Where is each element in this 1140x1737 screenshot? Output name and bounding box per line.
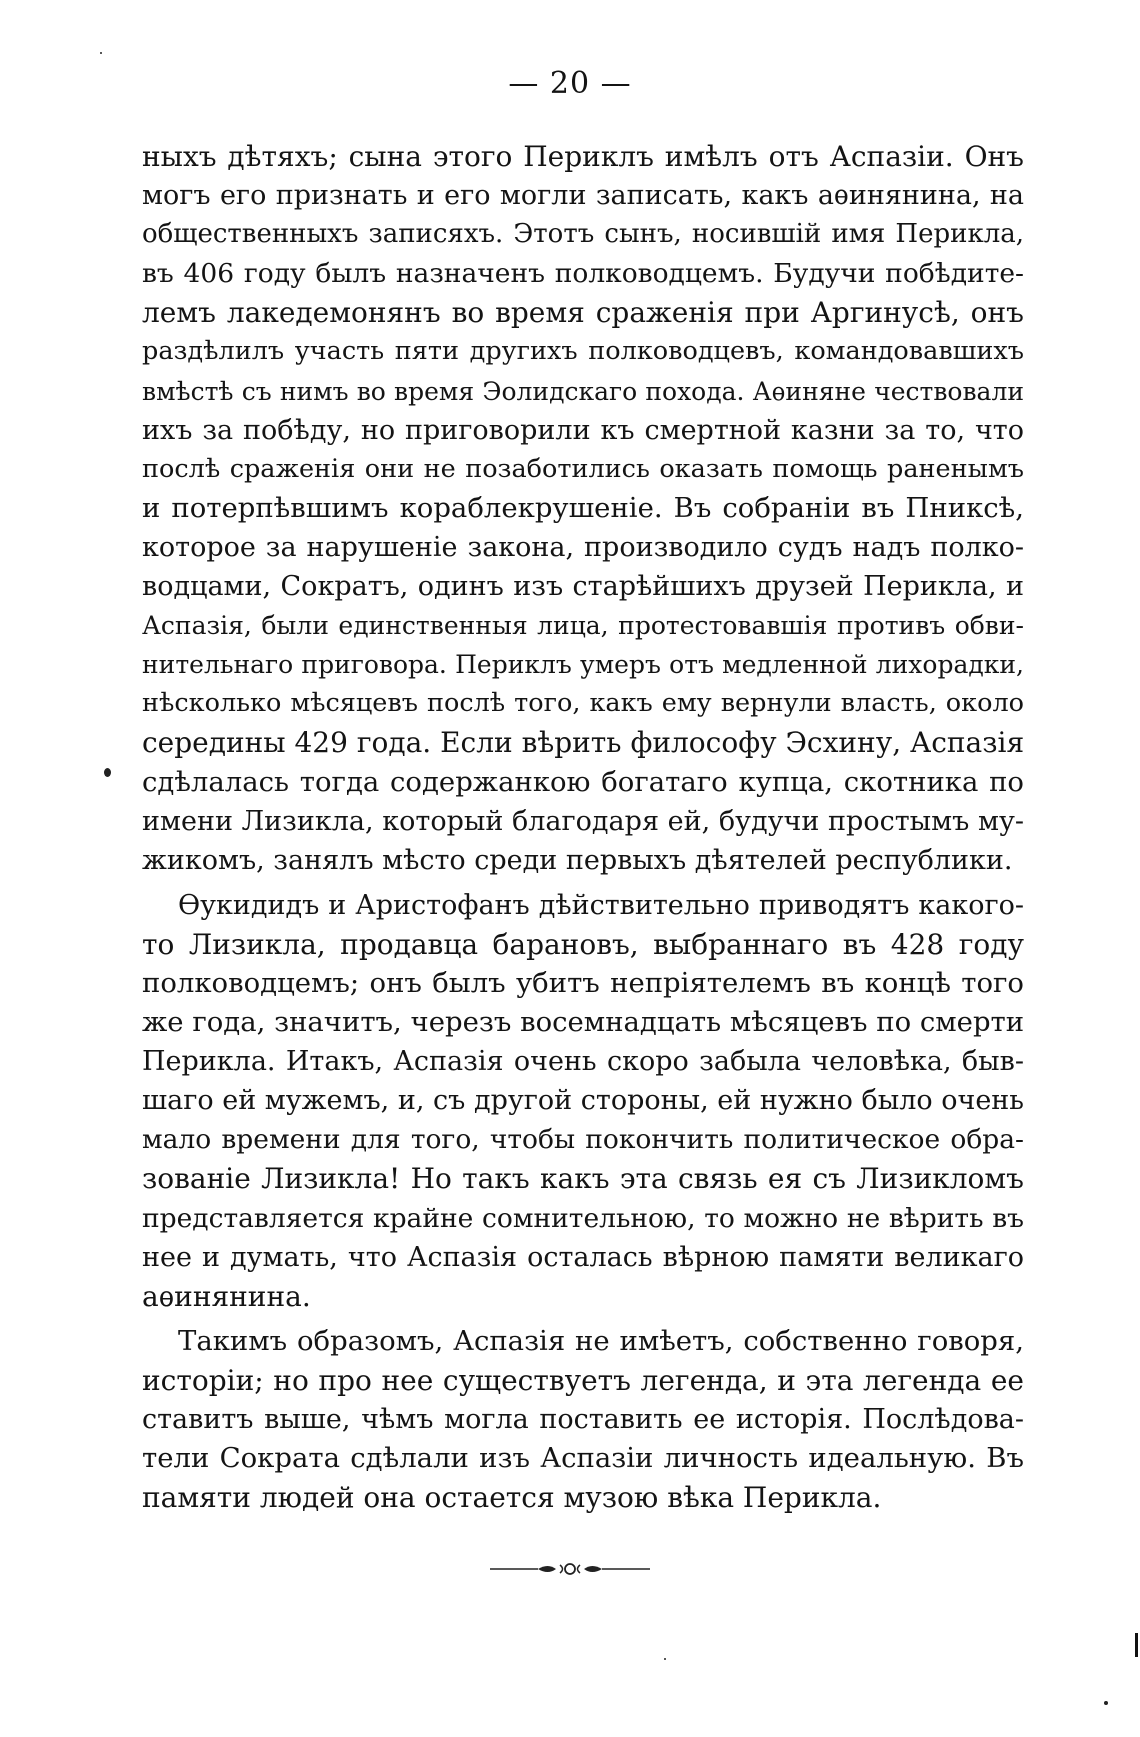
text-line: ихъ за побѣду, но приговорили къ смертной казни за то, что [142,414,1024,446]
text-line: общественныхъ записяхъ. Этотъ сынъ, носившій имя Перикла, [142,219,1024,250]
text-line: послѣ сраженія они не позаботились оказать помощь раненымъ [142,453,1024,484]
text-line: Перикла. Итакъ, Аспазія очень скоро забыла человѣка, быв- [142,1046,1024,1078]
paragraph [142,886,1024,1316]
margin-speck [100,52,102,54]
text-line: зованіе Лизикла! Но такъ какъ эта связь ея съ Лизикломъ [142,1162,1024,1196]
text-line: Аспазія, были единственныя лица, протестовавшія противъ обви- [142,611,1024,641]
text-line: которое за нарушеніе закона, производило судъ надъ полко- [142,531,1024,563]
text-line: сдѣлалась тогда содержанкою богатаго купца, скотника по [142,765,1024,798]
margin-speck [1104,1701,1108,1705]
text-line: представляется крайне сомнительною, то можно не вѣрить въ [142,1202,1024,1234]
text-line: тели Сократа сдѣлали изъ Аспазіи личность идеальную. Въ [142,1442,1024,1475]
text-line: аѳинянина. [142,1279,311,1313]
text-line: Ѳукидидъ и Аристофанъ дѣйствительно приводятъ какого- [178,889,1024,921]
text-line: шаго ей мужемъ, и, съ другой стороны, ей нужно было очень [142,1085,1024,1117]
text-line: то Лизикла, продавца барановъ, выбраннаго въ 428 году [142,927,1024,961]
text-line: нѣсколько мѣсяцевъ послѣ того, какъ ему вернули власть, около [142,688,1024,719]
body-text [142,137,1024,1517]
text-line: же года, значитъ, черезъ восемнадцать мѣсяцевъ по смерти [142,1006,1025,1039]
text-line: лемъ лакедемонянъ во время сраженія при Аргинусѣ, онъ [142,296,1024,330]
text-line: имени Лизикла, который благодаря ей, будучи простымъ му- [142,805,1024,837]
paragraph [142,1322,1024,1517]
paragraph [142,137,1024,880]
text-line: въ 406 году былъ назначенъ полководцемъ. Будучи побѣдите- [142,258,1024,290]
text-line: нительнаго приговора. Периклъ умеръ отъ медленной лихорадки, [142,650,1024,680]
end-ornament [490,1560,650,1578]
text-line: исторіи; но про нее существуетъ легенда, и эта легенда ее [142,1363,1024,1397]
text-line: нее и думать, что Аспазія осталась вѣрною памяти великаго [142,1241,1024,1273]
text-line: водцами, Сократъ, одинъ изъ старѣйшихъ друзей Перикла, и [142,571,1024,603]
text-line: вмѣстѣ съ нимъ во время Эолидскаго похода. Аѳиняне чествовали [142,376,1024,406]
text-line: и потерпѣвшимъ кораблекрушеніе. Въ собраніи въ Пниксѣ, [142,491,1024,524]
margin-speck [104,768,111,777]
margin-speck [664,1658,666,1660]
page-number: — 20 — [508,66,632,101]
text-line: Такимъ образомъ, Аспазія не имѣетъ, собственно говоря, [178,1324,1024,1357]
text-line: могъ его признать и его могли записать, какъ аѳинянина, на [142,180,1024,212]
text-line: памяти людей она остается музою вѣка Перикла. [142,1481,882,1515]
text-line: ныхъ дѣтяхъ; сына этого Периклъ имѣлъ отъ Аспазіи. Онъ [142,140,1024,173]
text-line: раздѣлилъ участь пяти другихъ полководцевъ, командовавшихъ [142,336,1024,367]
text-line: середины 429 года. Если вѣрить философу Эсхину, Аспазія [142,726,1025,760]
text-line: полководцемъ; онъ былъ убитъ непріятелемъ въ концѣ того [142,966,1024,999]
scan-edge-mark [1135,1633,1138,1657]
text-line: мало времени для того, чтобы покончить политическое обра- [142,1124,1024,1156]
text-line: ставитъ выше, чѣмъ могла поставить ее исторія. Послѣдова- [142,1404,1024,1435]
text-line: жикомъ, занялъ мѣсто среди первыхъ дѣятелей республики. [142,844,1013,876]
